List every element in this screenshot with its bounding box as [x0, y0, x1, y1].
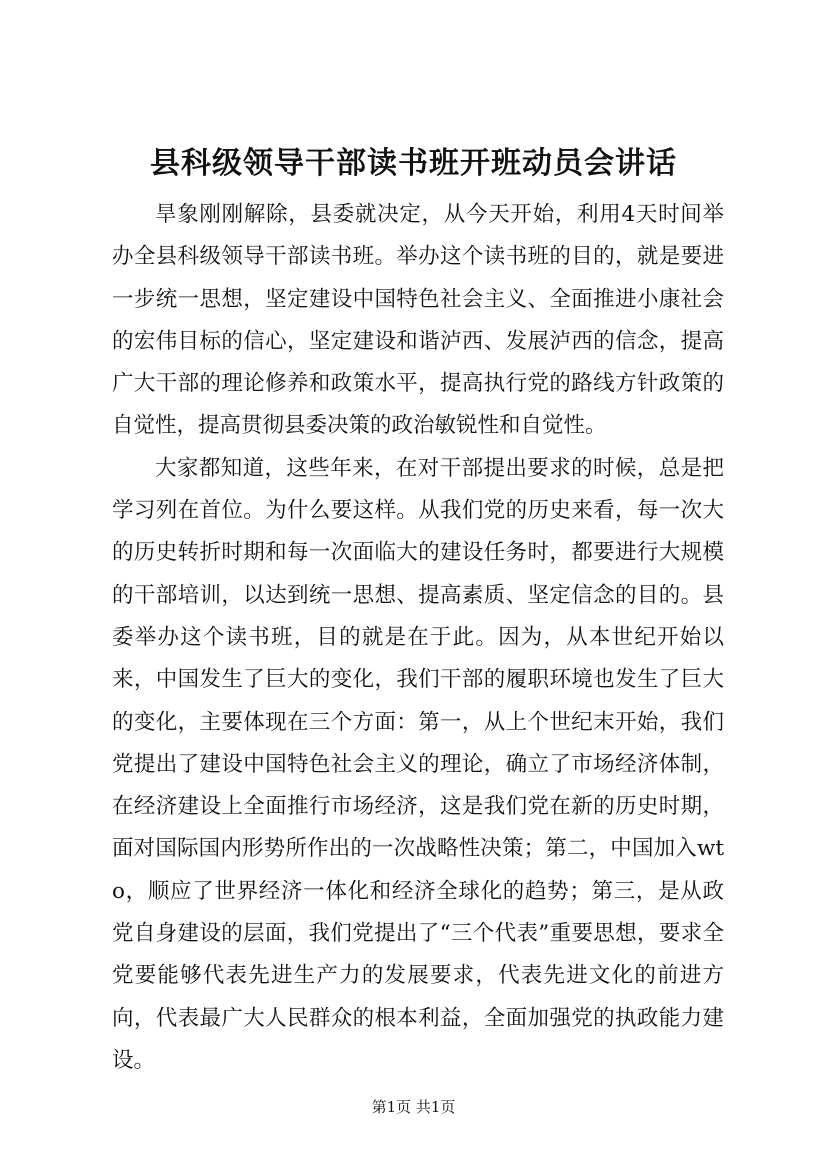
- document-title: 县科级领导干部读书班开班动员会讲话: [150, 146, 677, 181]
- paragraph-1: 旱象刚刚解除，县委就决定，从今天开始，利用4天时间举办全县科级领导干部读书班。举办这个读书班的目的，就是要进一步统一思想，坚定建设中国特色社会主义、全面推进小康社会的宏伟目标的信心，坚定建设和谐泸西、发展泸西的信念，提高广大干部的理论修养和政策水平，提高执行党的路线方针政策的自觉性，提高贯彻县委决策的政治敏锐性和自觉性。: [112, 202, 724, 439]
- page-number-footer: 第1页 共1页: [371, 1098, 456, 1116]
- document-body: [112, 194, 724, 1082]
- paragraph-2: 大家都知道，这些年来，在对干部提出要求的时候，总是把学习列在首位。为什么要这样。从我们党的历史来看，每一次大的历史转折时期和每一次面临大的建设任务时，都要进行大规模的干部培训，以达到统一思想、提高素质、坚定信念的目的。县委举办这个读书班，目的就是在于此。因为，从本世纪开始以来，中国发生了巨大的变化，我们干部的履职环境也发生了巨大的变化，主要体现在三个方面：第一，从上个世纪末开始，我们党提出了建设中国特色社会主义的理论，确立了市场经济体制，在经济建设上全面推行市场经济，这是我们党在新的历史时期，面对国际国内形势所作出的一次战略性决策；第二，中国加入wto，顺应了世界经济一体化和经济全球化的趋势；第三，是从政党自身建设的层面，我们党提出了“三个代表”重要思想，要求全党要能够代表先进生产力的发展要求，代表先进文化的前进方向，代表最广大人民群众的根本利益，全面加强党的执政能力建设。: [112, 455, 724, 1073]
